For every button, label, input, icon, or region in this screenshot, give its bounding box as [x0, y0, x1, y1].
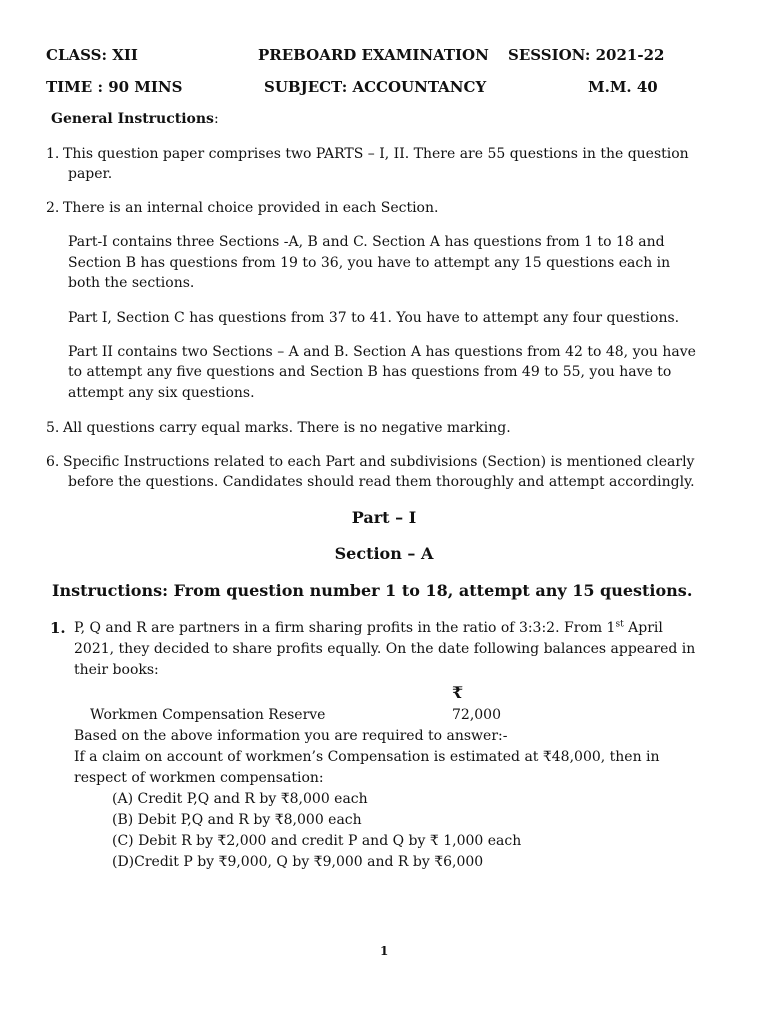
option-b: (B) Debit P,Q and R by ₹8,000 each — [112, 812, 362, 828]
part2-para-line3: attempt any six questions. — [68, 385, 255, 401]
session-label: SESSION: 2021-22 — [508, 46, 665, 64]
general-instructions-colon: : — [213, 111, 219, 127]
reserve-value: 72,000 — [452, 707, 501, 723]
question-1-line3: their books: — [74, 662, 159, 678]
instruction-5-number: 5. — [46, 420, 60, 436]
question-1-line5: If a claim on account of workmen’s Compensation is estimated at ₹48,000, then in — [74, 749, 660, 765]
instruction-6-line2: before the questions. Candidates should read them thoroughly and attempt accordingly. — [68, 474, 695, 490]
page-number: 1 — [380, 944, 389, 958]
part1-para-line2: Section B has questions from 19 to 36, you have to attempt any 15 questions each in — [68, 255, 671, 271]
section-instruction: Instructions: From question number 1 to 18, attempt any 15 questions. — [52, 581, 693, 600]
class-label: CLASS: XII — [46, 46, 138, 64]
part2-para-line2: to attempt any five questions and Section B has questions from 49 to 55, you have to — [68, 364, 672, 380]
part-heading: Part – I — [351, 508, 417, 527]
question-1-line1 — [74, 618, 663, 639]
instruction-6-line1: Specific Instructions related to each Part and subdivisions (Section) is mentioned clearly — [63, 454, 695, 470]
reserve-label: Workmen Compensation Reserve — [90, 707, 326, 723]
instruction-5-line1: All questions carry equal marks. There is no negative marking. — [63, 420, 511, 436]
question-1-line1-text: P, Q and R are partners in a firm sharing profits in the ratio of 3:3:2. From 1 — [74, 620, 616, 636]
exam-title: PREBOARD EXAMINATION — [258, 46, 489, 64]
instruction-2-line1: There is an internal choice provided in each Section. — [63, 200, 439, 216]
general-instructions-heading — [51, 109, 219, 130]
question-1-number: 1. — [50, 619, 66, 637]
question-1-line4: Based on the above information you are required to answer:- — [74, 728, 508, 744]
time-label: TIME : 90 MINS — [46, 78, 183, 96]
instruction-2-number: 2. — [46, 200, 60, 216]
question-1-line2: 2021, they decided to share profits equally. On the date following balances appeared in — [74, 641, 696, 657]
part1-para-line3: both the sections. — [68, 275, 195, 291]
instruction-1-line1: This question paper comprises two PARTS – I, II. There are 55 questions in the question — [63, 146, 689, 162]
max-marks-label: M.M. 40 — [588, 78, 658, 96]
section-heading: Section – A — [334, 544, 434, 563]
instruction-1-number: 1. — [46, 146, 60, 162]
option-d: (D)Credit P by ₹9,000, Q by ₹9,000 and R by ₹6,000 — [112, 854, 484, 870]
general-instructions-title: General Instructions — [51, 111, 214, 127]
section-c-para: Part I, Section C has questions from 37 to 41. You have to attempt any four questions. — [68, 310, 680, 326]
option-a: (A) Credit P,Q and R by ₹8,000 each — [112, 791, 368, 807]
question-1-line6: respect of workmen compensation: — [74, 770, 324, 786]
rupee-icon: ₹ — [452, 683, 464, 702]
question-1-line1-end: April — [623, 620, 663, 636]
instruction-1-line2: paper. — [68, 166, 113, 182]
part2-para-line1: Part II contains two Sections – A and B. Section A has questions from 42 to 48, you have — [68, 344, 696, 360]
question-1-ordinal-suffix: st — [615, 619, 624, 630]
instruction-6-number: 6. — [46, 454, 60, 470]
part1-para-line1: Part-I contains three Sections -A, B and C. Section A has questions from 1 to 18 and — [68, 234, 665, 250]
option-c: (C) Debit R by ₹2,000 and credit P and Q by ₹ 1,000 each — [112, 833, 522, 849]
subject-label: SUBJECT: ACCOUNTANCY — [264, 78, 487, 96]
